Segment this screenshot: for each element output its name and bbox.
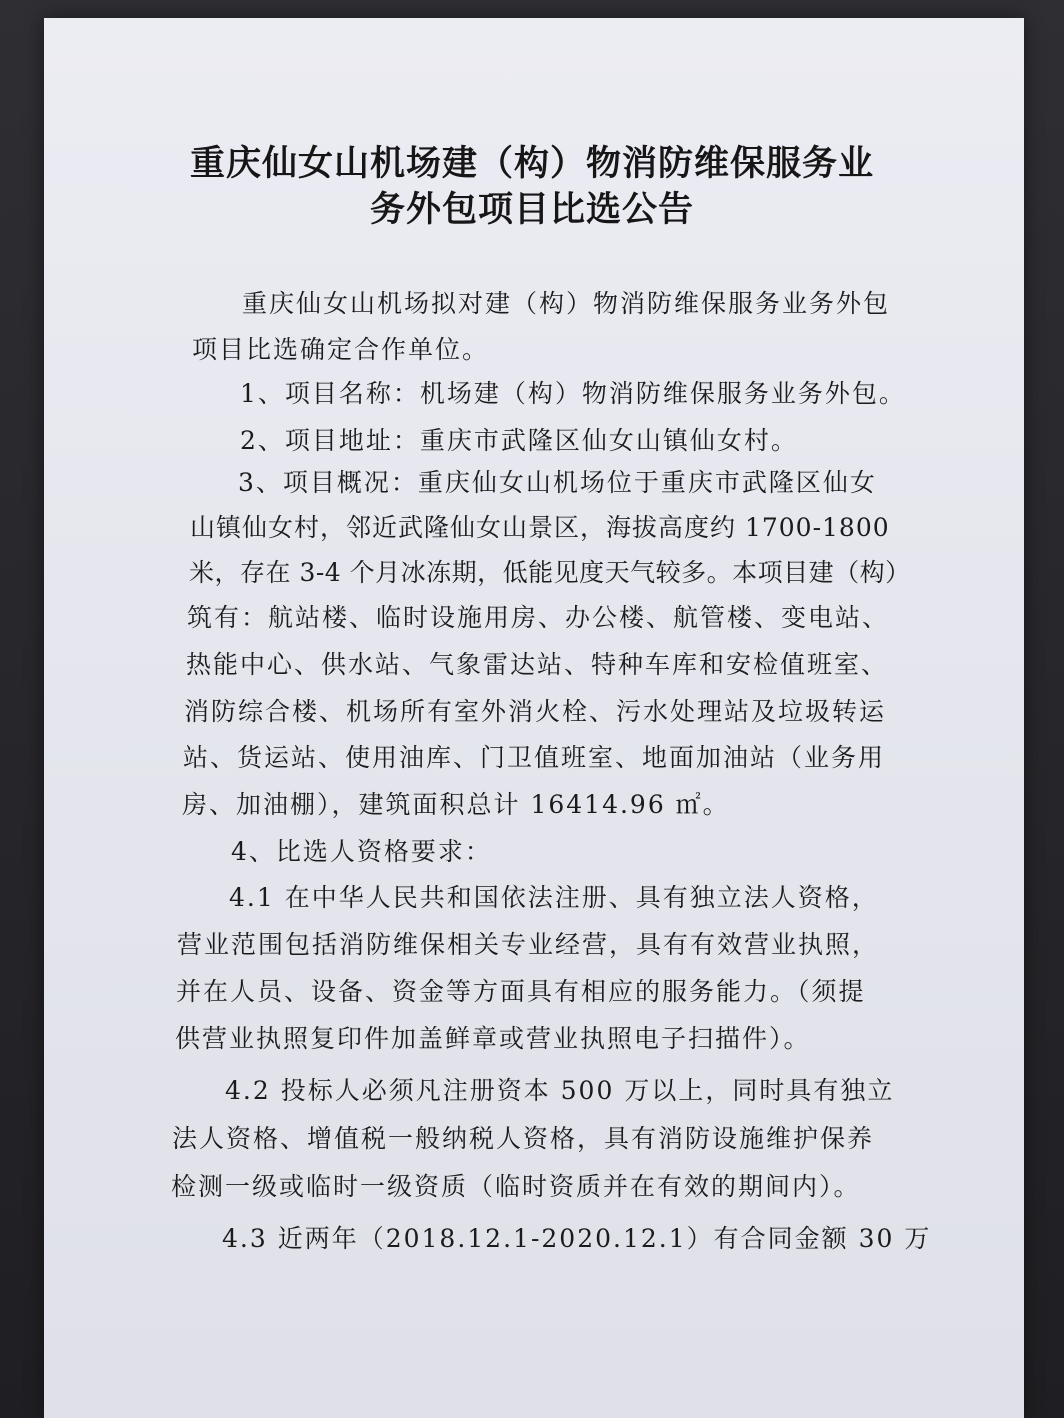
intro-line-2: 项目比选确定合作单位。 xyxy=(192,335,490,364)
item-3-line-2: 山镇仙女村，邻近武隆仙女山景区，海拔高度约 1700-1800 xyxy=(190,513,890,542)
item-4-2-line-1: 4.2 投标人必须凡注册资本 500 万以上，同时具有独立 xyxy=(225,1076,895,1105)
item-3-line-1: 3、项目概况：重庆仙女山机场位于重庆市武隆区仙女 xyxy=(238,468,877,497)
item-3-line-5: 热能中心、供水站、气象雷达站、特种车库和安检值班室、 xyxy=(186,650,889,679)
item-4-heading: 4、比选人资格要求： xyxy=(231,837,492,866)
item-3-line-3: 米，存在 3-4 个月冰冻期，低能见度天气较多。本项目建（构） xyxy=(189,558,911,587)
item-4-1-line-1: 4.1 在中华人民共和国依法注册、具有独立法人资格， xyxy=(229,883,879,912)
item-3-line-6: 消防综合楼、机场所有室外消火栓、污水处理站及垃圾转运 xyxy=(184,697,887,726)
document-title-line-1: 重庆仙女山机场建（构）物消防维保服务业 xyxy=(189,143,874,184)
item-1-project-name: 1、项目名称：机场建（构）物消防维保服务业务外包。 xyxy=(240,379,906,408)
item-3-line-4: 筑有：航站楼、临时设施用房、办公楼、航管楼、变电站、 xyxy=(187,603,890,632)
item-4-2-line-3: 检测一级或临时一级资质（临时资质并在有效的期间内）。 xyxy=(171,1172,861,1201)
intro-line-1: 重庆仙女山机场拟对建（构）物消防维保服务业务外包 xyxy=(242,289,891,318)
item-4-2-line-2: 法人资格、增值税一般纳税人资格，具有消防设施维护保养 xyxy=(172,1124,875,1153)
item-4-1-line-2: 营业范围包括消防维保相关专业经营，具有有效营业执照， xyxy=(177,930,880,959)
item-4-1-line-4: 供营业执照复印件加盖鲜章或营业执照电子扫描件）。 xyxy=(175,1024,811,1053)
item-3-line-8: 房、加油棚），建筑面积总计 16414.96 ㎡。 xyxy=(182,790,730,819)
document-title-line-2: 务外包项目比选公告 xyxy=(369,189,694,230)
item-4-3-line-1: 4.3 近两年（2018.12.1-2020.12.1）有合同金额 30 万 xyxy=(222,1224,932,1253)
item-3-line-7: 站、货运站、使用油库、门卫值班室、地面加油站（业务用 xyxy=(183,743,886,772)
item-4-1-line-3: 并在人员、设备、资金等方面具有相应的服务能力。（须提 xyxy=(176,977,866,1006)
item-2-project-address: 2、项目地址：重庆市武隆区仙女山镇仙女村。 xyxy=(240,426,798,455)
